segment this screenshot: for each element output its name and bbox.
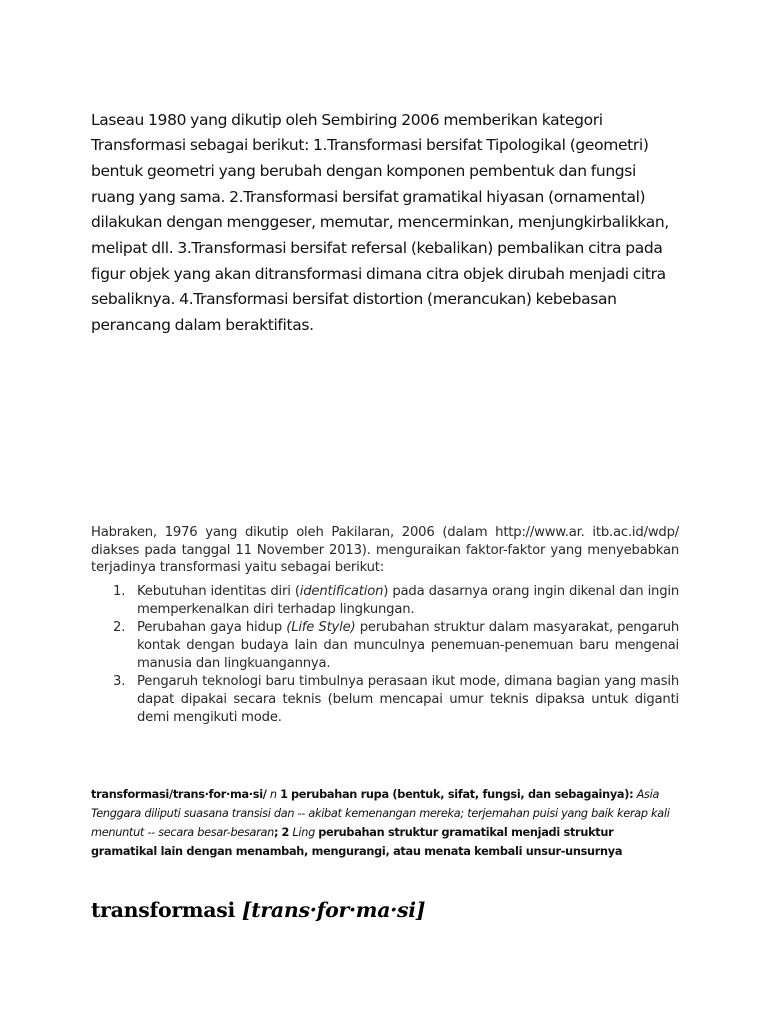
- list-item: 2. Perubahan gaya hidup (Life Style) perubahan struktur dalam masyarakat, pengaruh kontak dengan budaya lain dan munculnya penemuan-penemuan baru mengenai manusia dan lingkuangannya.: [113, 620, 679, 671]
- usage-example: Asia Tenggara diliputi suasana transisi dan -- akibat kemenangan mereka; terjemahan puisi yang baik kerap kali menuntut -- secara besar-besaran: [91, 788, 670, 840]
- entry-heading: [91, 898, 425, 922]
- list-item-italic: identification: [299, 584, 384, 599]
- entry-word: transformasi: [91, 898, 235, 922]
- list-item: 1. Kebutuhan identitas diri (identification) pada dasarnya orang ingin dikenal dan ingin memperkenalkan diri terhadap lingkungan.: [113, 584, 680, 617]
- definition-term: transformasi/trans·for·ma·si/: [91, 788, 267, 802]
- paragraph-habraken: Habraken, 1976 yang dikutip oleh Pakilaran, 2006 (dalam http://www.ar. itb.ac.id/wdp/ diakses pada tanggal 11 November 2013). menguraikan faktor-faktor yang menyebabkan terjadinya transformasi yaitu sebagai berikut:: [91, 525, 679, 576]
- dictionary-definition: transformasi/trans·for·ma·si/ n 1 perubahan rupa (bentuk, sifat, fungsi, dan sebagainya): Asia Tenggara diliputi suasana transisi dan -- akibat kemenangan mereka; terjemahan puisi yang baik kerap kali menuntut -- secara besar-besaran; 2 Ling perubahan struktur gramatikal menjadi struktur gramatikal lain dengan menambah, mengurangi, atau menata kembali unsur-unsurnya: [91, 788, 670, 859]
- list-number: 2.: [113, 620, 126, 635]
- definition-pos: n: [269, 788, 277, 802]
- entry-syllables: [trans·for·ma·si]: [241, 898, 426, 922]
- sense-text: perubahan struktur gramatikal menjadi struktur gramatikal lain dengan menambah, mengurangi, atau menata kembali unsur-unsurnya: [91, 826, 623, 859]
- list-item-italic: (Life Style): [286, 620, 356, 635]
- sense-text: perubahan rupa (bentuk, sifat, fungsi, dan sebagainya):: [290, 788, 634, 802]
- factor-list: [91, 583, 679, 727]
- list-number: 3.: [113, 674, 126, 689]
- sense-label: Ling: [292, 826, 315, 840]
- sense-number: 1: [280, 788, 288, 802]
- list-item: 3. Pengaruh teknologi baru timbulnya perasaan ikut mode, dimana bagian yang masih dapat dipakai secara teknis (belum mencapai umur teknis dipaksa untuk diganti demi mengikuti mode.: [113, 674, 679, 725]
- list-number: 1.: [113, 584, 126, 599]
- sense-number: 2: [281, 826, 290, 840]
- paragraph-laseau: Laseau 1980 yang dikutip oleh Sembiring 2006 memberikan kategori Transformasi sebagai berikut: 1.Transformasi bersifat Tipologikal (geometri) bentuk geometri yang berubah dengan komponen pembentuk dan fungsi ruang yang sama. 2.Transformasi bersifat gramatikal hiyasan (ornamental) dilakukan dengan menggeser, memutar, mencerminkan, menjungkirbalikkan, melipat dll. 3.Transformasi bersifat refersal (kebalikan) pembalikan citra pada figur objek yang akan ditransformasi dimana citra objek dirubah menjadi citra sebaliknya. 4.Transformasi bersifat distortion (merancukan) kebebasan perancang dalam beraktifitas.: [91, 110, 669, 335]
